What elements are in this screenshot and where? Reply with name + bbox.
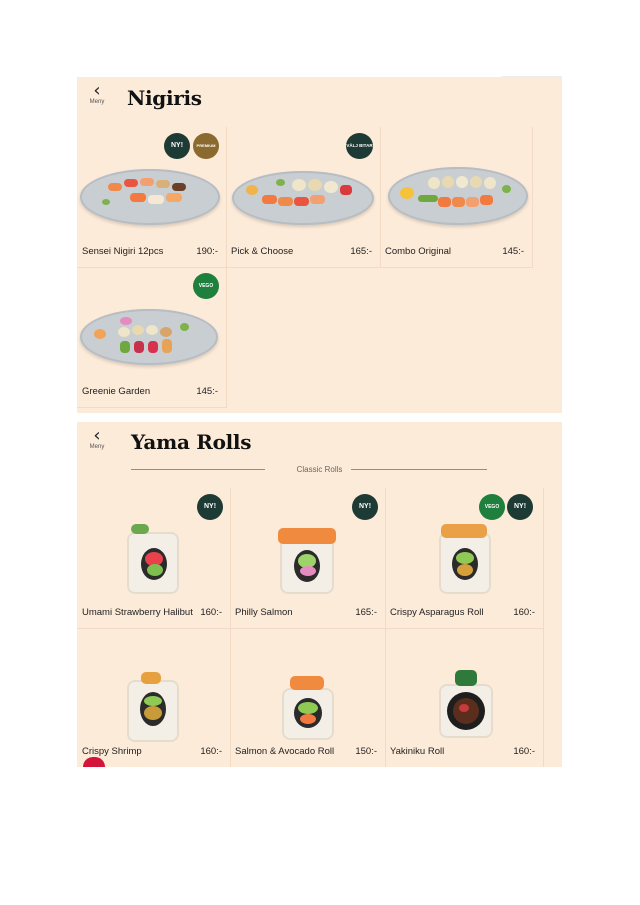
nigiris-panel — [77, 77, 562, 413]
section-heading: Classic Rolls — [296, 465, 343, 474]
product-card[interactable] — [77, 127, 227, 268]
pick-badge: VÄLJ BITAR — [346, 133, 373, 159]
back-button[interactable] — [83, 80, 111, 105]
back-label: Meny — [89, 444, 105, 450]
chevron-left-icon: ‹ — [93, 80, 101, 101]
product-card[interactable] — [77, 628, 231, 767]
vego-badge: VEGO — [479, 494, 505, 520]
roll-image — [280, 532, 334, 594]
product-card[interactable] — [77, 488, 231, 629]
product-name: Sensei Nigiri 12pcs — [82, 246, 164, 257]
product-name: Pick & Choose — [231, 246, 294, 257]
sushi-plate-image — [232, 171, 374, 225]
premium-badge: PREMIUM — [193, 133, 219, 159]
new-badge: NY! — [164, 133, 190, 159]
chevron-left-icon: ‹ — [93, 425, 101, 446]
rolls-panel — [77, 422, 562, 767]
back-button[interactable] — [83, 425, 111, 450]
roll-image — [282, 688, 334, 740]
product-card[interactable] — [385, 628, 544, 767]
page-title: Yama Rolls — [131, 430, 252, 454]
product-name: Philly Salmon — [235, 607, 293, 618]
roll-image — [439, 684, 493, 738]
product-price: 190:- — [196, 246, 218, 257]
page-title: Nigiris — [127, 86, 202, 110]
product-card[interactable] — [77, 267, 227, 408]
badge-partial — [83, 757, 105, 767]
product-card[interactable] — [230, 488, 386, 629]
new-badge: NY! — [197, 494, 223, 520]
product-name: Yakiniku Roll — [390, 746, 445, 757]
sushi-plate-image — [80, 169, 220, 225]
sushi-plate-image — [388, 167, 528, 225]
product-card[interactable] — [385, 488, 544, 629]
product-card[interactable] — [230, 628, 386, 767]
product-price: 145:- — [502, 246, 524, 257]
product-name: Combo Original — [385, 246, 451, 257]
product-name: Crispy Shrimp — [82, 746, 142, 757]
product-price: 145:- — [196, 386, 218, 397]
product-card[interactable] — [380, 127, 533, 268]
back-label: Meny — [89, 99, 105, 105]
roll-image — [127, 532, 179, 594]
product-price: 160:- — [513, 607, 535, 618]
product-card[interactable] — [226, 127, 381, 268]
roll-image — [439, 532, 491, 594]
roll-image — [127, 680, 179, 742]
product-price: 165:- — [355, 607, 377, 618]
product-price: 165:- — [350, 246, 372, 257]
vego-badge: VEGO — [193, 273, 219, 299]
sushi-plate-image — [80, 309, 218, 365]
new-badge: NY! — [507, 494, 533, 520]
product-price: 150:- — [355, 746, 377, 757]
product-price: 160:- — [200, 607, 222, 618]
product-name: Salmon & Avocado Roll — [235, 746, 335, 757]
product-name: Greenie Garden — [82, 386, 151, 397]
new-badge: NY! — [352, 494, 378, 520]
product-price: 160:- — [200, 746, 222, 757]
product-name: Umami Strawberry Halibut — [82, 607, 193, 618]
product-name: Crispy Asparagus Roll — [390, 607, 484, 618]
product-price: 160:- — [513, 746, 535, 757]
